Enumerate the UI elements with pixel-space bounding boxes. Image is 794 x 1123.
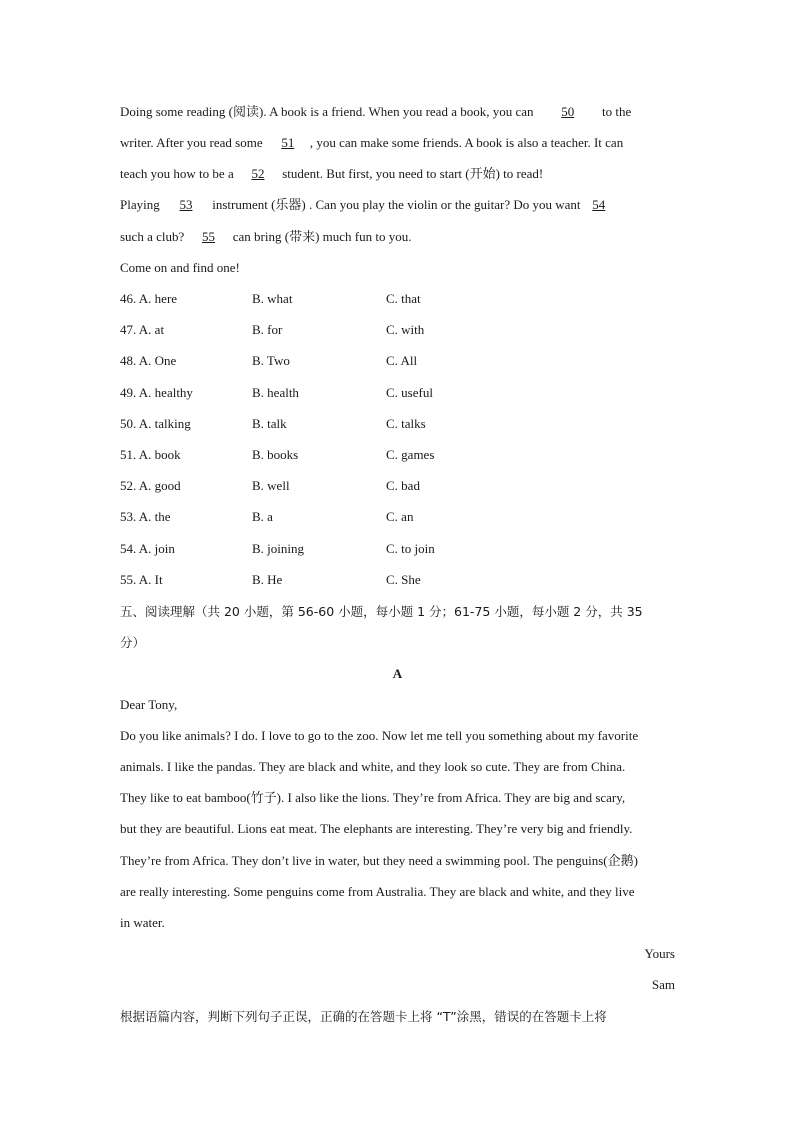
cloze-line-4 (120, 195, 675, 215)
blank-54: 54 (592, 197, 606, 212)
option-c: C. that (386, 291, 421, 306)
option-a: 52. A. good (120, 478, 181, 493)
blank-51: 51 (281, 135, 295, 150)
letter-line: are really interesting. Some penguins come from Australia. They are black and white, and they live (120, 884, 635, 899)
letter-line: They like to eat bamboo(竹子). I also like the lions. They’re from Africa. They are big and scary, (120, 790, 626, 805)
cloze-text: writer. After you read some (120, 135, 263, 150)
option-a: 51. A. book (120, 447, 181, 462)
letter-line: Do you like animals? I do. I love to go to the zoo. Now let me tell you something about my favorite (120, 728, 639, 743)
option-a: 53. A. the (120, 509, 171, 524)
cloze-line-3 (120, 164, 675, 184)
cloze-text: such a club? (120, 229, 185, 244)
cloze-line-1 (120, 102, 675, 122)
letter-line: but they are beautiful. Lions eat meat. The elephants are interesting. They’re very big and friendly. (120, 821, 633, 836)
option-a: 54. A. join (120, 541, 175, 556)
cloze-text: student. But first, you need to start (开始) to read! (282, 166, 544, 181)
cloze-text: to the (602, 104, 632, 119)
option-b: B. health (252, 385, 299, 400)
option-c: C. bad (386, 478, 420, 493)
option-c: C. She (386, 572, 421, 587)
option-c: C. useful (386, 385, 433, 400)
option-a: 47. A. at (120, 322, 165, 337)
option-a: 50. A. talking (120, 416, 191, 431)
cloze-text: teach you how to be a (120, 166, 234, 181)
part-title: A (392, 666, 403, 681)
option-b: B. what (252, 291, 293, 306)
letter-line: in water. (120, 915, 165, 930)
letter-line: animals. I like the pandas. They are black and white, and they look so cute. They are from China. (120, 759, 626, 774)
cloze-line-6: Come on and find one! (120, 260, 240, 275)
cloze-text: Playing (120, 197, 160, 212)
option-c: C. All (386, 353, 418, 368)
option-a: 49. A. healthy (120, 385, 193, 400)
cloze-text: can bring (带来) much fun to you. (232, 229, 412, 244)
option-b: B. books (252, 447, 299, 462)
option-b: B. for (252, 322, 283, 337)
option-a: 48. A. One (120, 353, 177, 368)
cloze-text: instrument (乐器) . Can you play the violin or the guitar? Do you want (212, 197, 581, 212)
option-a: 55. A. It (120, 572, 163, 587)
section-heading: 五、阅读理解（共 20 小题，第 56-60 小题，每小题 1 分；61-75 小题，每小题 2 分，共 35 (120, 604, 643, 619)
cloze-text: Doing some reading (阅读). A book is a friend. When you read a book, you can (120, 104, 534, 119)
option-a: 46. A. here (120, 291, 178, 306)
option-c: C. with (386, 322, 425, 337)
option-c: C. talks (386, 416, 426, 431)
option-c: C. an (386, 509, 414, 524)
letter-signature: Sam (651, 977, 675, 992)
option-c: C. to join (386, 541, 435, 556)
instruction-text: 根据语篇内容，判断下列句子正误，正确的在答题卡上将 “T”涂黑，错误的在答题卡上将 (120, 1009, 607, 1024)
blank-55: 55 (202, 229, 216, 244)
letter-greeting: Dear Tony, (120, 697, 178, 712)
blank-53: 53 (179, 197, 193, 212)
option-b: B. He (252, 572, 283, 587)
letter-closing: Yours (644, 946, 675, 961)
option-b: B. joining (252, 541, 305, 556)
blank-52: 52 (251, 166, 265, 181)
option-c: C. games (386, 447, 435, 462)
section-heading-cont: 分） (120, 635, 146, 650)
blank-50: 50 (561, 104, 575, 119)
cloze-line-5 (120, 227, 675, 247)
letter-line: They’re from Africa. They don’t live in water, but they need a swimming pool. The penguins(企鹅) (120, 853, 638, 868)
cloze-text: , you can make some friends. A book is also a teacher. It can (309, 135, 624, 150)
option-b: B. a (252, 509, 273, 524)
option-b: B. well (252, 478, 290, 493)
option-b: B. Two (252, 353, 290, 368)
cloze-line-2 (120, 133, 675, 153)
option-b: B. talk (252, 416, 287, 431)
